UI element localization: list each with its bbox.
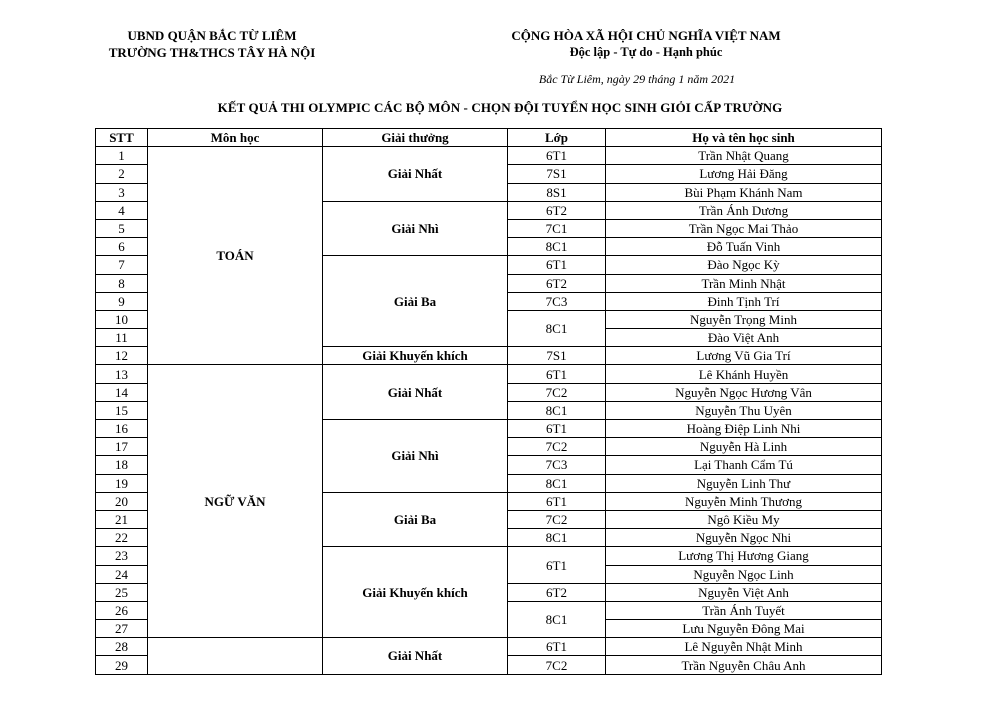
subject-label: TOÁN bbox=[216, 248, 254, 264]
student-name-cell: Trần Ngọc Mai Thảo bbox=[606, 219, 882, 237]
award-cell bbox=[323, 492, 508, 547]
school-name: TRƯỜNG TH&THCS TÂY HÀ NỘI bbox=[108, 45, 316, 60]
header-subject: Môn học bbox=[148, 129, 323, 147]
header-class: Lớp bbox=[508, 129, 606, 147]
class-cell: 6T1 bbox=[508, 547, 606, 583]
class-cell: 7C1 bbox=[508, 219, 606, 237]
award-label: Giải Ba bbox=[393, 512, 437, 528]
student-name-cell: Hoàng Điệp Linh Nhi bbox=[606, 420, 882, 438]
award-label: Giải Nhất bbox=[387, 648, 443, 664]
class-cell: 6T2 bbox=[508, 201, 606, 219]
class-cell: 7S1 bbox=[508, 165, 606, 183]
student-name-cell: Lại Thanh Cẩm Tú bbox=[606, 456, 882, 474]
stt-cell: 1 bbox=[96, 147, 148, 165]
student-name-cell: Đào Việt Anh bbox=[606, 329, 882, 347]
stt-cell: 4 bbox=[96, 201, 148, 219]
class-cell: 7C3 bbox=[508, 292, 606, 310]
country-name: CỘNG HÒA XÃ HỘI CHỦ NGHĨA VIỆT NAM bbox=[511, 28, 781, 43]
results-table bbox=[95, 128, 882, 675]
student-name-cell: Trần Ánh Dương bbox=[606, 201, 882, 219]
student-name-cell: Trần Ánh Tuyết bbox=[606, 601, 882, 619]
student-name-cell: Nguyễn Ngọc Hương Vân bbox=[606, 383, 882, 401]
subject-cell bbox=[148, 638, 323, 674]
stt-cell: 11 bbox=[96, 329, 148, 347]
award-label: Giải Nhì bbox=[391, 448, 439, 464]
award-cell bbox=[323, 365, 508, 420]
table-row bbox=[96, 638, 882, 656]
stt-cell: 13 bbox=[96, 365, 148, 383]
award-cell bbox=[323, 547, 508, 638]
stt-cell: 2 bbox=[96, 165, 148, 183]
student-name-cell: Trần Minh Nhật bbox=[606, 274, 882, 292]
student-name-cell: Nguyễn Việt Anh bbox=[606, 583, 882, 601]
award-label: Giải Khuyến khích bbox=[362, 584, 468, 600]
class-cell: 8C1 bbox=[508, 474, 606, 492]
class-cell: 7C2 bbox=[508, 438, 606, 456]
student-name-cell: Lương Vũ Gia Trí bbox=[606, 347, 882, 365]
header-award: Giải thưởng bbox=[323, 129, 508, 147]
award-label: Giải Nhất bbox=[387, 166, 443, 182]
student-name-cell: Nguyễn Minh Thương bbox=[606, 492, 882, 510]
award-cell bbox=[323, 201, 508, 256]
student-name-cell: Trần Nhật Quang bbox=[606, 147, 882, 165]
document-title: KẾT QUẢ THI OLYMPIC CÁC BỘ MÔN - CHỌN ĐỘI TUYỂN HỌC SINH GIỎI CẤP TRƯỜNG bbox=[217, 100, 783, 115]
award-label: Giải Nhất bbox=[387, 384, 443, 400]
award-cell bbox=[323, 256, 508, 347]
student-name-cell: Lê Nguyễn Nhật Minh bbox=[606, 638, 882, 656]
class-cell: 8C1 bbox=[508, 601, 606, 637]
student-name-cell: Lê Khánh Huyền bbox=[606, 365, 882, 383]
stt-cell: 27 bbox=[96, 620, 148, 638]
class-cell: 6T1 bbox=[508, 147, 606, 165]
stt-cell: 3 bbox=[96, 183, 148, 201]
class-cell: 6T1 bbox=[508, 420, 606, 438]
class-cell: 8S1 bbox=[508, 183, 606, 201]
class-cell: 6T2 bbox=[508, 583, 606, 601]
student-name-cell: Nguyễn Trọng Minh bbox=[606, 310, 882, 328]
table-row bbox=[96, 365, 882, 383]
stt-cell: 19 bbox=[96, 474, 148, 492]
table-row bbox=[96, 147, 882, 165]
class-cell: 7C3 bbox=[508, 456, 606, 474]
stt-cell: 9 bbox=[96, 292, 148, 310]
class-cell: 6T1 bbox=[508, 365, 606, 383]
student-name-cell: Nguyễn Ngọc Linh bbox=[606, 565, 882, 583]
national-motto: Độc lập - Tự do - Hạnh phúc bbox=[569, 45, 723, 59]
subject-label: NGỮ VĂN bbox=[204, 493, 266, 509]
stt-cell: 23 bbox=[96, 547, 148, 565]
stt-cell: 18 bbox=[96, 456, 148, 474]
subject-cell bbox=[148, 147, 323, 365]
stt-cell: 24 bbox=[96, 565, 148, 583]
student-name-cell: Nguyễn Hà Linh bbox=[606, 438, 882, 456]
class-cell: 7C2 bbox=[508, 383, 606, 401]
class-cell: 8C1 bbox=[508, 529, 606, 547]
stt-cell: 26 bbox=[96, 601, 148, 619]
stt-cell: 12 bbox=[96, 347, 148, 365]
award-cell bbox=[323, 638, 508, 674]
student-name-cell: Bùi Phạm Khánh Nam bbox=[606, 183, 882, 201]
district-name: UBND QUẬN BẮC TỪ LIÊM bbox=[127, 28, 297, 43]
stt-cell: 20 bbox=[96, 492, 148, 510]
student-name-cell: Đào Ngọc Kỳ bbox=[606, 256, 882, 274]
stt-cell: 29 bbox=[96, 656, 148, 674]
student-name-cell: Trần Nguyễn Châu Anh bbox=[606, 656, 882, 674]
student-name-cell: Lưu Nguyễn Đông Mai bbox=[606, 620, 882, 638]
stt-cell: 25 bbox=[96, 583, 148, 601]
stt-cell: 5 bbox=[96, 219, 148, 237]
stt-cell: 21 bbox=[96, 510, 148, 528]
stt-cell: 15 bbox=[96, 401, 148, 419]
student-name-cell: Nguyễn Thu Uyên bbox=[606, 401, 882, 419]
award-label: Giải Khuyến khích bbox=[362, 348, 468, 364]
award-cell bbox=[323, 420, 508, 493]
stt-cell: 10 bbox=[96, 310, 148, 328]
table-header-row bbox=[96, 129, 882, 147]
class-cell: 7C2 bbox=[508, 510, 606, 528]
header-student-name: Họ và tên học sinh bbox=[606, 129, 882, 147]
stt-cell: 17 bbox=[96, 438, 148, 456]
class-cell: 8C1 bbox=[508, 310, 606, 346]
student-name-cell: Nguyễn Ngọc Nhi bbox=[606, 529, 882, 547]
class-cell: 8C1 bbox=[508, 401, 606, 419]
student-name-cell: Ngô Kiều My bbox=[606, 510, 882, 528]
class-cell: 7S1 bbox=[508, 347, 606, 365]
stt-cell: 7 bbox=[96, 256, 148, 274]
class-cell: 6T1 bbox=[508, 492, 606, 510]
student-name-cell: Lương Thị Hương Giang bbox=[606, 547, 882, 565]
student-name-cell: Nguyễn Linh Thư bbox=[606, 474, 882, 492]
class-cell: 6T1 bbox=[508, 638, 606, 656]
stt-cell: 6 bbox=[96, 238, 148, 256]
subject-cell bbox=[148, 365, 323, 638]
class-cell: 8C1 bbox=[508, 238, 606, 256]
student-name-cell: Lương Hải Đăng bbox=[606, 165, 882, 183]
stt-cell: 28 bbox=[96, 638, 148, 656]
award-cell bbox=[323, 147, 508, 202]
header-stt: STT bbox=[96, 129, 148, 147]
school-header bbox=[96, 27, 328, 61]
class-cell: 7C2 bbox=[508, 656, 606, 674]
stt-cell: 14 bbox=[96, 383, 148, 401]
class-cell: 6T1 bbox=[508, 256, 606, 274]
class-cell: 6T2 bbox=[508, 274, 606, 292]
student-name-cell: Đỗ Tuấn Vinh bbox=[606, 238, 882, 256]
student-name-cell: Đinh Tịnh Trí bbox=[606, 292, 882, 310]
dateline: Bắc Từ Liêm, ngày 29 tháng 1 năm 2021 bbox=[538, 72, 736, 86]
award-label: Giải Ba bbox=[393, 293, 437, 309]
award-label: Giải Nhì bbox=[391, 221, 439, 237]
national-header bbox=[490, 27, 802, 61]
stt-cell: 16 bbox=[96, 420, 148, 438]
award-cell bbox=[323, 347, 508, 365]
stt-cell: 22 bbox=[96, 529, 148, 547]
stt-cell: 8 bbox=[96, 274, 148, 292]
